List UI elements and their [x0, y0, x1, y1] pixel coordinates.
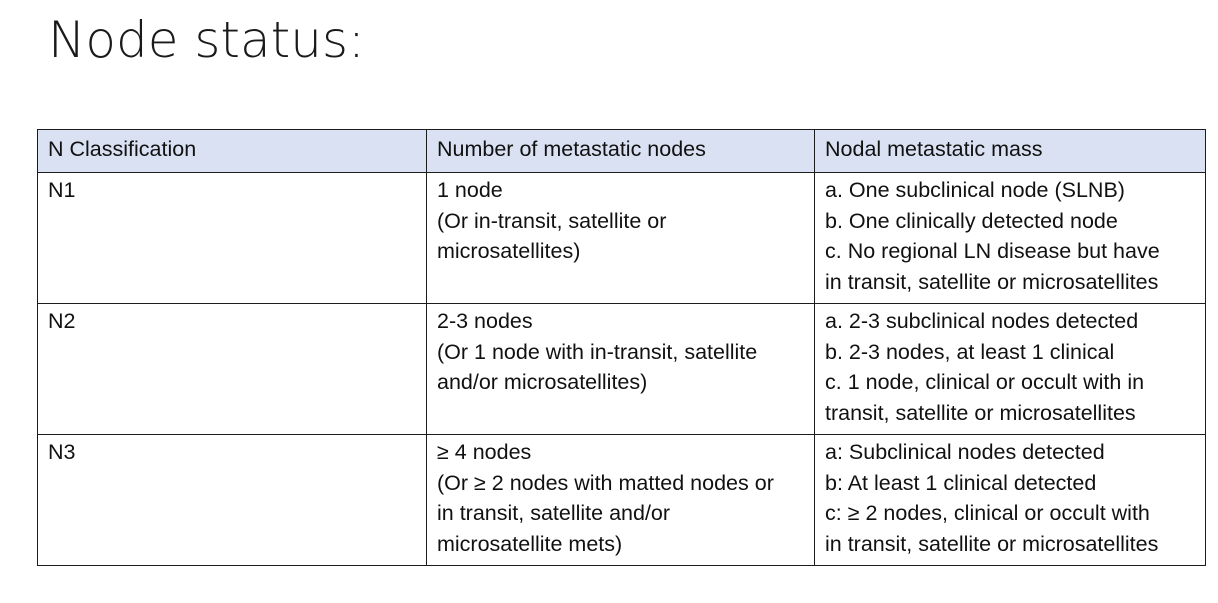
nodes-line: 2-3 nodes [437, 309, 533, 333]
mass-line: transit, satellite or microsatellites [825, 400, 1136, 425]
classification-cell [38, 173, 427, 304]
nodes-line: ≥ 4 nodes [437, 440, 532, 464]
mass-line: a. One subclinical node (SLNB) [825, 178, 1125, 202]
mass-cell [815, 173, 1206, 304]
nodes-line: in transit, satellite and/or [437, 501, 671, 525]
mass-line: in transit, satellite or microsatellites [825, 269, 1159, 294]
mass-line: a: Subclinical nodes detected [825, 440, 1105, 464]
mass-line: c. No regional LN disease but have [825, 239, 1160, 263]
nodes-cell [427, 435, 815, 566]
nodes-line: (Or ≥ 2 nodes with matted nodes or [437, 470, 774, 495]
header-n-classification: N Classification [38, 130, 427, 173]
table-row [38, 304, 1206, 435]
nodes-line: microsatellites) [437, 239, 581, 263]
mass-line: a. 2-3 subclinical nodes detected [825, 309, 1139, 333]
classification-cell [38, 304, 427, 435]
nodes-line: (Or 1 node with in-transit, satellite [437, 339, 758, 364]
mass-cell [815, 435, 1206, 566]
mass-line: c: ≥ 2 nodes, clinical or occult with [825, 501, 1150, 525]
classification-cell [38, 435, 427, 566]
n-classification-table-container [37, 129, 1205, 566]
mass-line: b. One clinically detected node [825, 208, 1118, 233]
table-header-row [38, 130, 1206, 173]
mass-line: b. 2-3 nodes, at least 1 clinical [825, 339, 1115, 364]
n-classification-table [37, 129, 1206, 566]
table-row [38, 173, 1206, 304]
classification-label: N2 [48, 309, 76, 333]
nodes-cell [427, 304, 815, 435]
nodes-cell [427, 173, 815, 304]
mass-cell [815, 304, 1206, 435]
header-nodal-mass: Nodal metastatic mass [815, 130, 1206, 173]
header-number-of-nodes: Number of metastatic nodes [427, 130, 815, 173]
nodes-line: microsatellite mets) [437, 531, 623, 556]
nodes-line: and/or microsatellites) [437, 370, 648, 394]
nodes-line: (Or in-transit, satellite or [437, 208, 667, 233]
page-title: Node status: [48, 11, 365, 69]
table-row [38, 435, 1206, 566]
mass-line: c. 1 node, clinical or occult with in [825, 370, 1145, 394]
nodes-line: 1 node [437, 178, 503, 202]
mass-line: in transit, satellite or microsatellites [825, 531, 1159, 556]
classification-label: N3 [48, 440, 76, 464]
classification-label: N1 [48, 178, 76, 202]
mass-line: b: At least 1 clinical detected [825, 470, 1097, 495]
